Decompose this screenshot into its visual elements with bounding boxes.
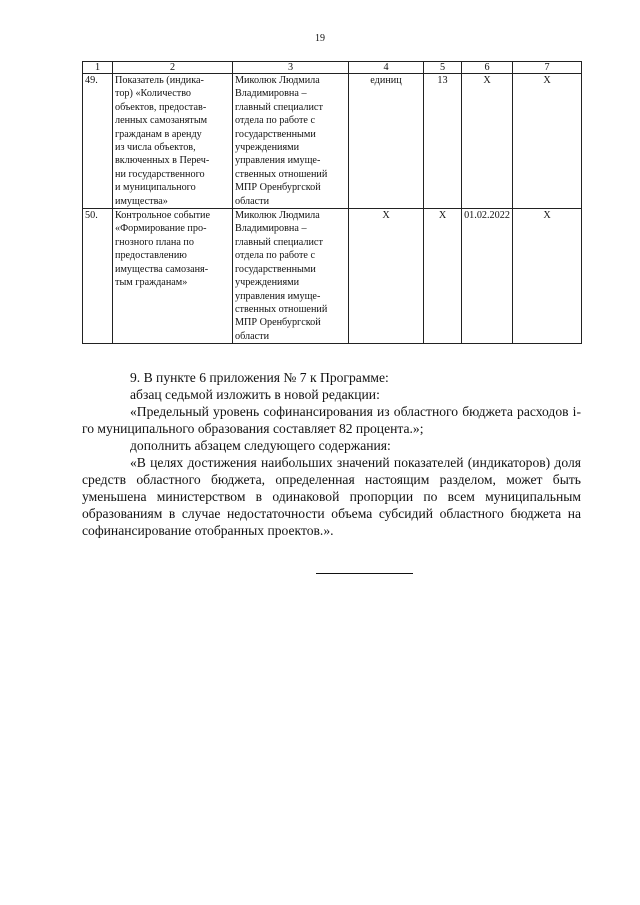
header-cell: 1 xyxy=(83,62,113,74)
amendment-text xyxy=(82,369,581,539)
text-line: ленных самозанятым xyxy=(115,115,208,127)
row-number: 50. xyxy=(83,209,113,344)
text-line: управления имуще- xyxy=(235,290,321,302)
text-line: главный специалист xyxy=(235,236,323,248)
responsible-cell xyxy=(233,74,349,209)
text-line: ственных отношений xyxy=(235,168,328,180)
text-line: ни государственного xyxy=(115,168,205,180)
indicator-cell xyxy=(113,209,233,344)
text-line: управления имуще- xyxy=(235,155,321,167)
text-line: государственными xyxy=(235,128,316,140)
value-cell: Х xyxy=(424,209,462,344)
text-line: учреждениями xyxy=(235,277,300,289)
text-line: Миколюк Людмила xyxy=(235,75,320,86)
date-cell: Х xyxy=(462,74,513,209)
header-cell: 4 xyxy=(349,62,424,74)
text-line: отдела по работе с xyxy=(235,250,316,262)
text-line: отдела по работе с xyxy=(235,115,316,127)
table-row xyxy=(83,74,582,209)
text-line: гнозного плана по xyxy=(115,236,194,248)
text-line: включенных в Переч- xyxy=(115,155,210,167)
header-cell: 3 xyxy=(233,62,349,74)
text-line: Миколюк Людмила xyxy=(235,210,320,222)
unit-cell: Х xyxy=(349,209,424,344)
text-line: Владимировна – xyxy=(235,223,307,235)
value-cell: 13 xyxy=(424,74,462,209)
col7-cell: Х xyxy=(513,74,582,209)
text-line: главный специалист xyxy=(235,101,323,113)
page-number: 19 xyxy=(315,33,325,44)
text-line: МПР Оренбургской xyxy=(235,182,321,194)
text-line: МПР Оренбургской xyxy=(235,317,321,329)
text-line: тым гражданам» xyxy=(115,277,188,289)
table-row xyxy=(83,209,582,344)
text-line: Владимировна – xyxy=(235,88,307,100)
closing-rule xyxy=(316,573,413,574)
text-line: области xyxy=(235,195,270,207)
col7-cell: Х xyxy=(513,209,582,344)
text-line: области xyxy=(235,330,270,342)
text-line: гражданам в аренду xyxy=(115,128,202,140)
paragraph-quote-limit: «Предельный уровень софинансирования из областного бюджета расходов i-го муниципального образования составляет 82 процента.»; xyxy=(82,404,581,436)
text-line: тор) «Количество xyxy=(115,88,192,100)
text-line: «Формирование про- xyxy=(115,223,207,235)
responsible-cell xyxy=(233,209,349,344)
row-number: 49. xyxy=(83,74,113,209)
header-cell: 5 xyxy=(424,62,462,74)
text-line: Контрольное событие xyxy=(115,210,210,222)
text-line: Показатель (индика- xyxy=(115,75,204,86)
paragraph-quote-reduction: «В целях достижения наибольших значений показателей (индикаторов) доля средств областного бюджета, определенная настоящим разделом, может быть уменьшена министерством в одинаковой пропорции по всем муниципальным образованиям в случае недостаточности объема субсидий областного бюджета на софинансирование отобранных проектов.». xyxy=(82,455,581,538)
indicators-table xyxy=(82,61,582,344)
text-line: учреждениями xyxy=(235,142,300,154)
text-line: и муниципального xyxy=(115,182,196,194)
table-header-row xyxy=(83,62,582,74)
paragraph-item-9: 9. В пункте 6 приложения № 7 к Программе: xyxy=(130,370,389,385)
header-cell: 2 xyxy=(113,62,233,74)
text-line: объектов, предостав- xyxy=(115,101,207,113)
text-line: ственных отношений xyxy=(235,303,328,315)
date-cell: 01.02.2022 xyxy=(462,209,513,344)
header-cell: 7 xyxy=(513,62,582,74)
text-line: имущества самозаня- xyxy=(115,263,209,275)
unit-cell: единиц xyxy=(349,74,424,209)
paragraph-instruction-add: дополнить абзацем следующего содержания: xyxy=(130,438,391,453)
text-line: государственными xyxy=(235,263,316,275)
text-line: имущества» xyxy=(115,195,168,207)
header-cell: 6 xyxy=(462,62,513,74)
text-line: из числа объектов, xyxy=(115,142,196,154)
indicator-cell xyxy=(113,74,233,209)
text-line: предоставлению xyxy=(115,250,187,262)
paragraph-instruction: абзац седьмой изложить в новой редакции: xyxy=(130,387,380,402)
